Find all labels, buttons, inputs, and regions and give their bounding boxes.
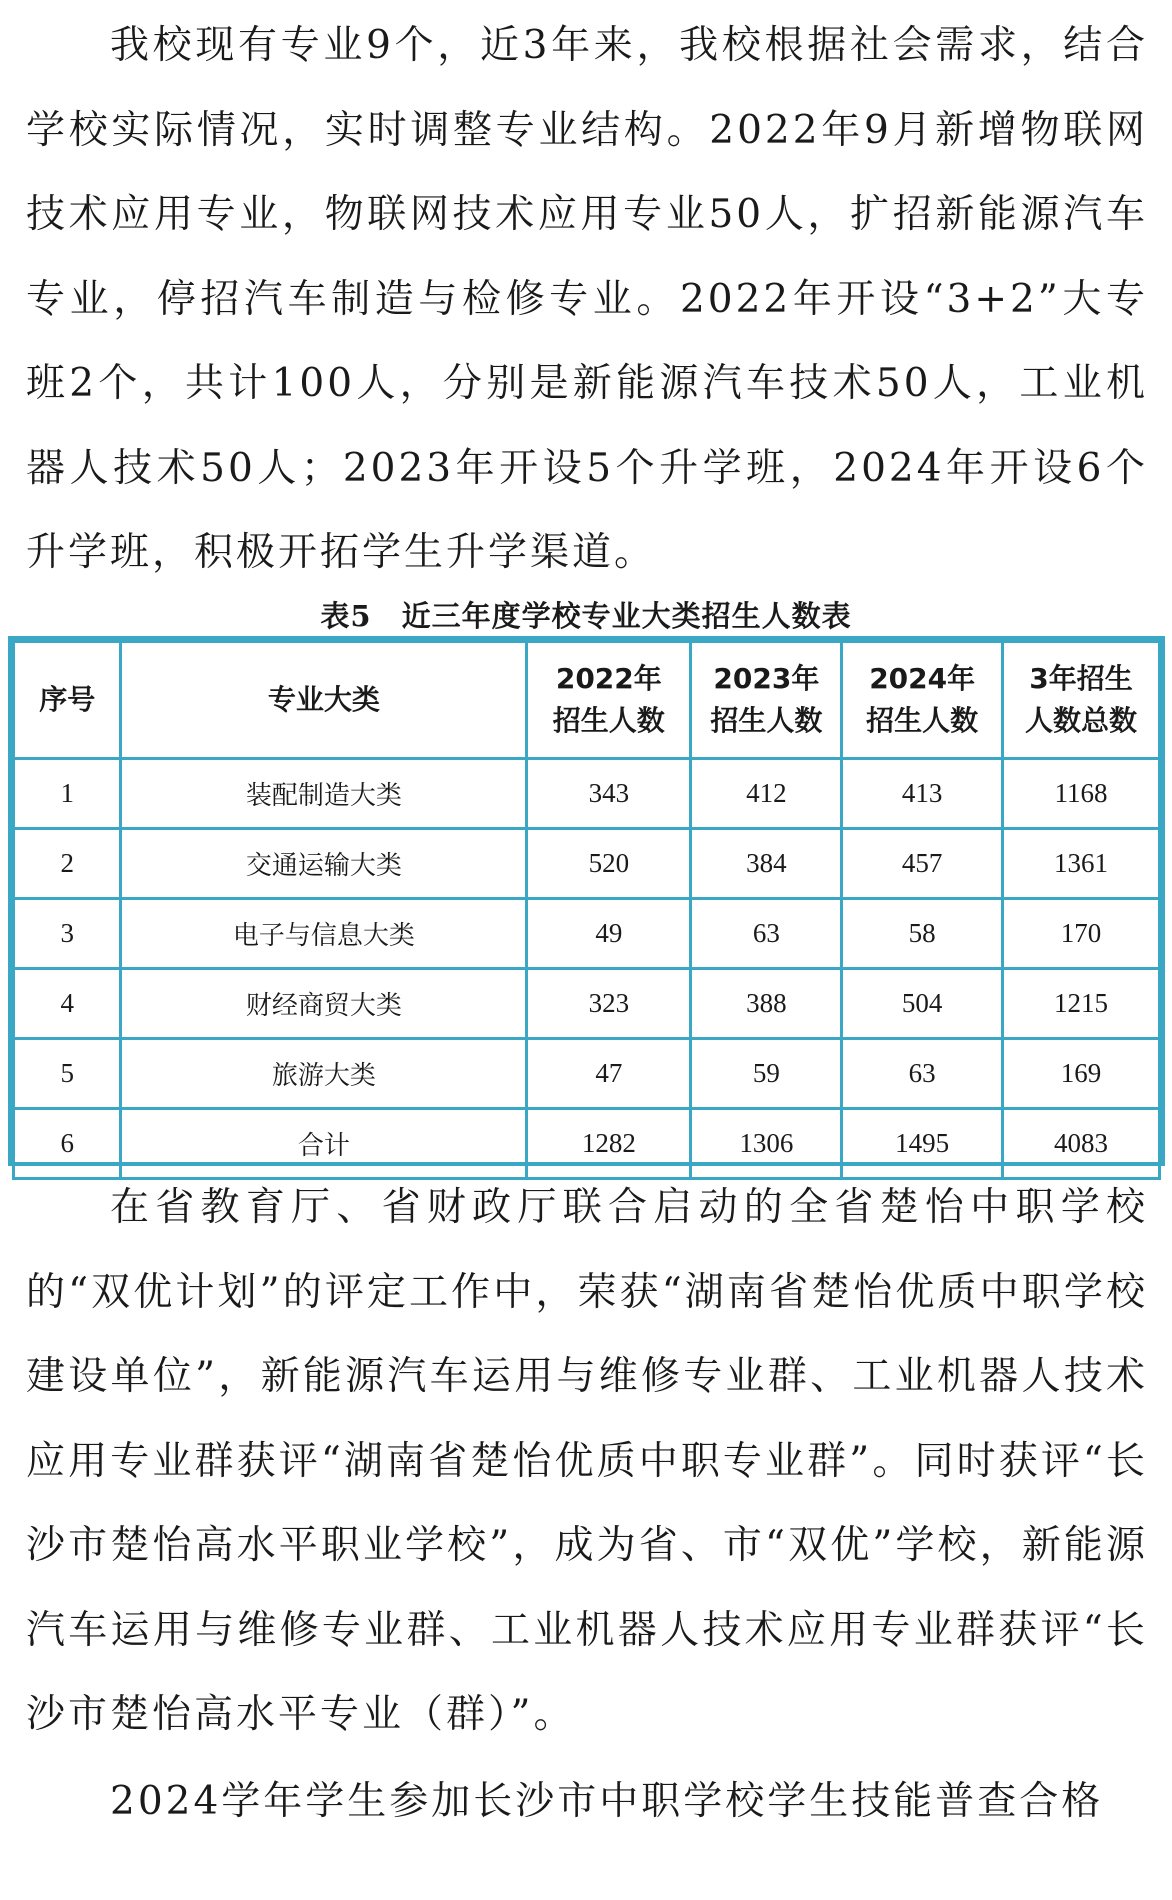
- cell-2022: 47: [527, 1039, 691, 1109]
- table-row: [14, 899, 1160, 969]
- header-2022: 2022年招生人数: [527, 642, 691, 759]
- table-row: [14, 969, 1160, 1039]
- table-header-row: [14, 642, 1160, 759]
- paragraph-double-excellence: 在省教育厅、省财政厅联合启动的全省楚怡中职学校的“双优计划”的评定工作中，荣获“湖南省楚怡优质中职学校建设单位”，新能源汽车运用与维修专业群、工业机器人技术应用专业群获评“湖南省楚怡优质中职专业群”。同时获评“长沙市楚怡高水平职业学校”，成为省、市“双优”学校，新能源汽车运用与维修专业群、工业机器人技术应用专业群获评“长沙市楚怡高水平专业（群）”。: [26, 1185, 1148, 1737]
- cell-seq: 1: [14, 759, 121, 829]
- cell-2022: 1282: [527, 1109, 691, 1179]
- paragraph-major-adjustment: 我校现有专业9个，近3年来，我校根据社会需求，结合学校实际情况，实时调整专业结构。2022年9月新增物联网技术应用专业，物联网技术应用专业50人，扩招新能源汽车专业，停招汽车制造与检修专业。2022年开设“3+2”大专班2个，共计100人，分别是新能源汽车技术50人，工业机器人技术50人；2023年开设5个升学班，2024年开设6个升学班，积极开拓学生升学渠道。: [26, 23, 1148, 575]
- cell-total: 1168: [1002, 759, 1159, 829]
- cell-2022: 343: [527, 759, 691, 829]
- cell-2023: 412: [691, 759, 842, 829]
- cell-2024: 413: [842, 759, 1003, 829]
- cell-seq: 2: [14, 829, 121, 899]
- cell-2024: 504: [842, 969, 1003, 1039]
- table-row: [14, 759, 1160, 829]
- table-caption: 表5 近三年度学校专业大类招生人数表: [320, 599, 852, 633]
- cell-2024: 1495: [842, 1109, 1003, 1179]
- header-category: 专业大类: [121, 642, 527, 759]
- cell-category: 装配制造大类: [121, 759, 527, 829]
- cell-category: 财经商贸大类: [121, 969, 527, 1039]
- cell-category: 旅游大类: [121, 1039, 527, 1109]
- cell-2024: 63: [842, 1039, 1003, 1109]
- cell-category: 电子与信息大类: [121, 899, 527, 969]
- cell-2024: 457: [842, 829, 1003, 899]
- cell-seq: 4: [14, 969, 121, 1039]
- cell-total: 170: [1002, 899, 1159, 969]
- cell-category: 合计: [121, 1109, 527, 1179]
- header-2024: 2024年招生人数: [842, 642, 1003, 759]
- table-row: [14, 829, 1160, 899]
- cell-2023: 388: [691, 969, 842, 1039]
- enrollment-table: [8, 636, 1165, 1166]
- header-total: 3年招生人数总数: [1002, 642, 1159, 759]
- cell-2023: 1306: [691, 1109, 842, 1179]
- cell-2024: 58: [842, 899, 1003, 969]
- cell-seq: 6: [14, 1109, 121, 1179]
- cell-2022: 520: [527, 829, 691, 899]
- cell-seq: 3: [14, 899, 121, 969]
- cell-total: 4083: [1002, 1109, 1159, 1179]
- cell-total: 1361: [1002, 829, 1159, 899]
- paragraph-skills-survey: 2024学年学生参加长沙市中职学校学生技能普查合格: [110, 1779, 1104, 1824]
- cell-2023: 59: [691, 1039, 842, 1109]
- table-row: [14, 1039, 1160, 1109]
- cell-total: 1215: [1002, 969, 1159, 1039]
- cell-2023: 63: [691, 899, 842, 969]
- header-seq: 序号: [14, 642, 121, 759]
- cell-category: 交通运输大类: [121, 829, 527, 899]
- cell-total: 169: [1002, 1039, 1159, 1109]
- cell-seq: 5: [14, 1039, 121, 1109]
- cell-2023: 384: [691, 829, 842, 899]
- cell-2022: 323: [527, 969, 691, 1039]
- header-2023: 2023年招生人数: [691, 642, 842, 759]
- cell-2022: 49: [527, 899, 691, 969]
